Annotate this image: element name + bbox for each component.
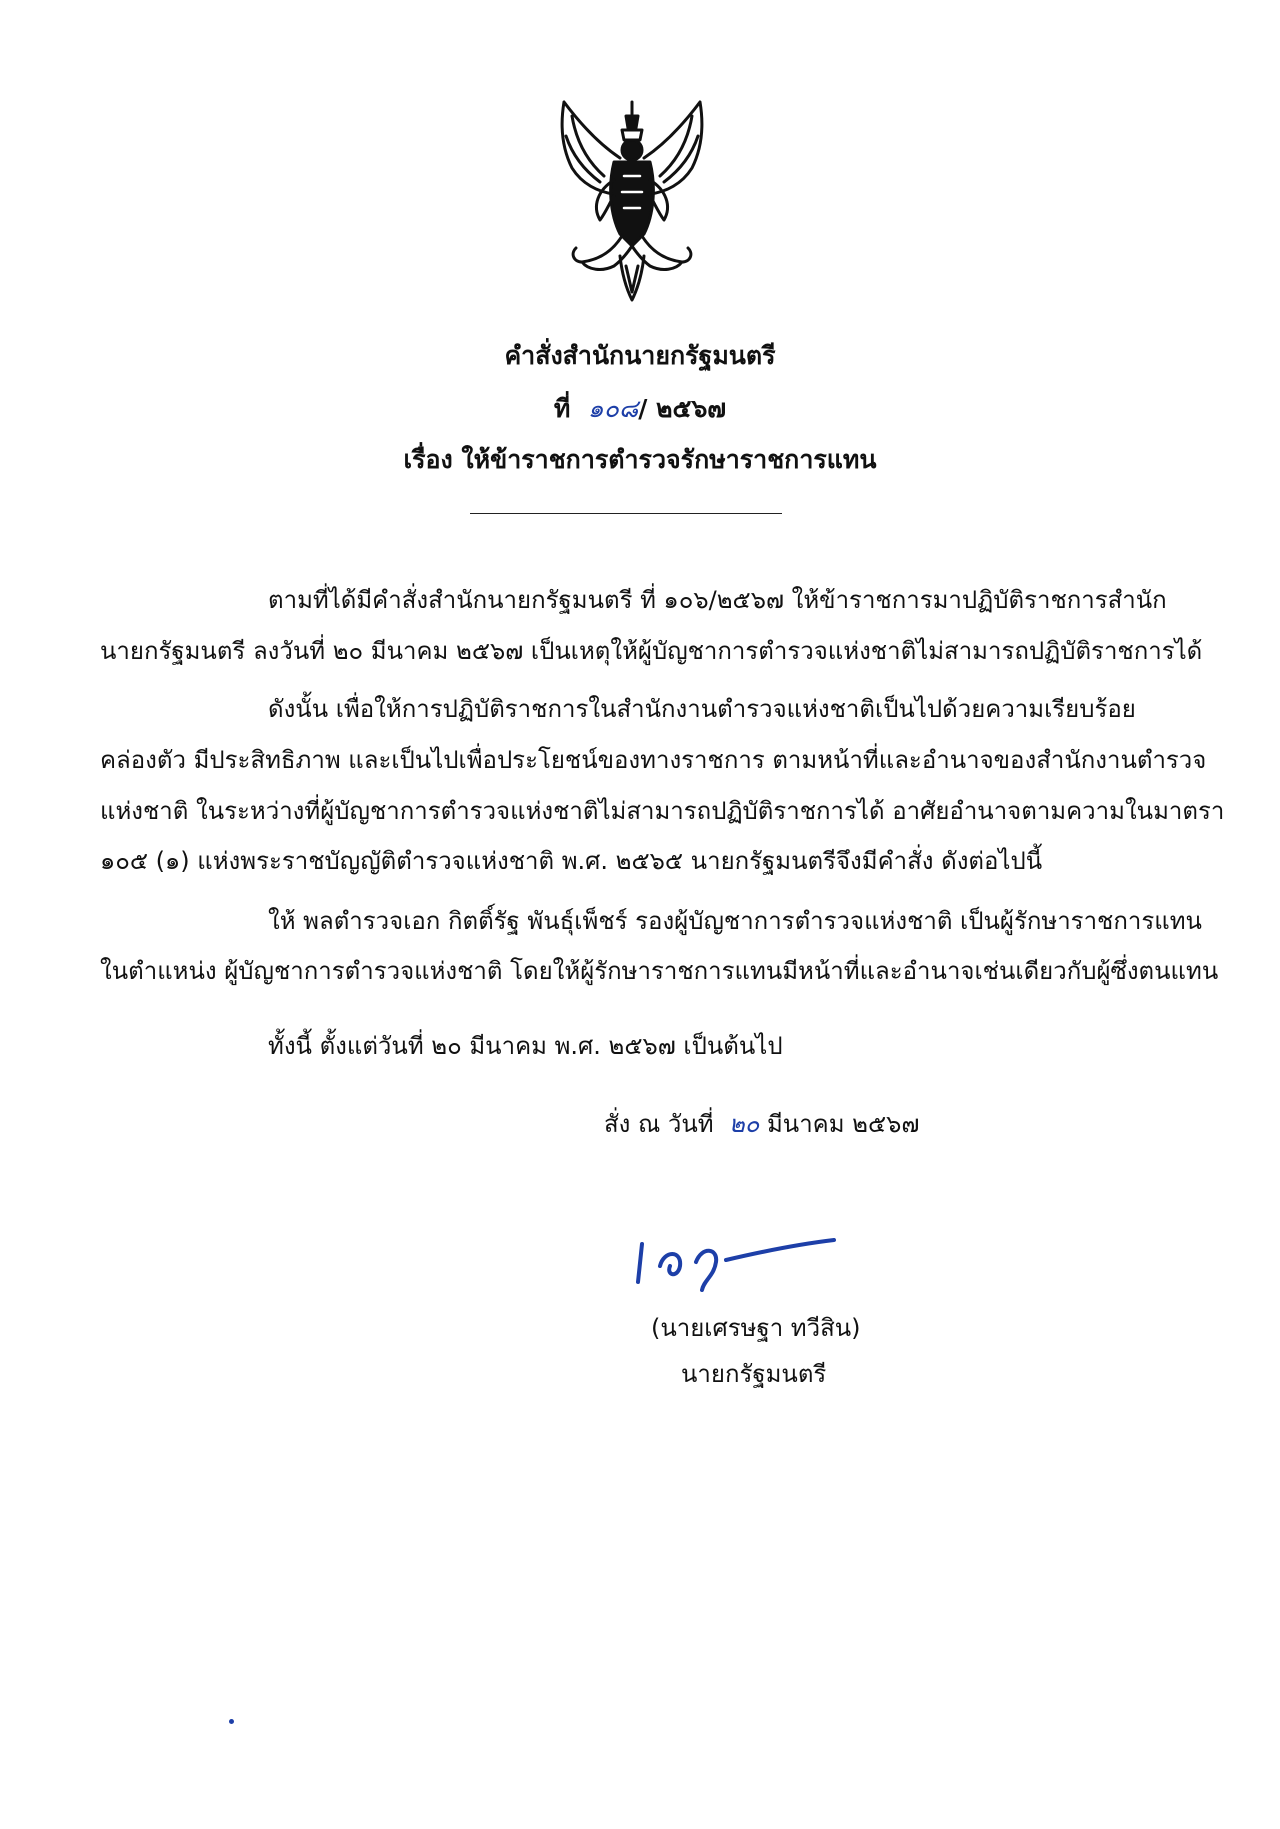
order-date-suffix: มีนาคม ๒๕๖๗ <box>766 1110 920 1138</box>
paragraph-1-line-1: ตามที่ได้มีคำสั่งสำนักนายกรัฐมนตรี ที่ ๑๐๖/๒๕๖๗ ให้ข้าราชการมาปฏิบัติราชการสำนัก <box>268 586 1167 614</box>
divider-line <box>470 513 782 514</box>
ink-dot <box>229 1719 234 1724</box>
order-date-prefix: สั่ง ณ วันที่ <box>604 1110 714 1138</box>
order-number-suffix: / ๒๕๖๗ <box>638 394 727 423</box>
order-date <box>604 1109 919 1139</box>
paragraph-2-line-3: แห่งชาติ ในระหว่างที่ผู้บัญชาการตำรวจแห่งชาติไม่สามารถปฏิบัติราชการได้ อาศัยอำนาจตามความในมาตรา <box>100 797 1225 825</box>
order-title: คำสั่งสำนักนายกรัฐมนตรี <box>504 341 776 370</box>
garuda-emblem-icon <box>542 96 722 306</box>
order-number <box>0 389 1280 429</box>
signatory-position: นายกรัฐมนตรี <box>681 1360 827 1388</box>
signatory-name: (นายเศรษฐา ทวีสิน) <box>651 1314 861 1342</box>
order-number-handwritten: ๑๐๘ <box>587 394 639 423</box>
order-number-prefix: ที่ <box>553 394 571 423</box>
paragraph-2-line-2: คล่องตัว มีประสิทธิภาพ และเป็นไปเพื่อประโยชน์ของทางราชการ ตามหน้าที่และอำนาจของสำนักงานตำรวจ <box>100 746 1207 774</box>
paragraph-2-line-1: ดังนั้น เพื่อให้การปฏิบัติราชการในสำนักงานตำรวจแห่งชาติเป็นไปด้วยความเรียบร้อย <box>268 695 1136 723</box>
paragraph-4-line-1: ทั้งนี้ ตั้งแต่วันที่ ๒๐ มีนาคม พ.ศ. ๒๕๖๗ เป็นต้นไป <box>268 1032 783 1060</box>
paragraph-3-line-2: ในตำแหน่ง ผู้บัญชาการตำรวจแห่งชาติ โดยให้ผู้รักษาราชการแทนมีหน้าที่และอำนาจเช่นเดียวกับผู้ซึ่งตนแทน <box>100 957 1219 985</box>
paragraph-2-line-4: ๑๐๕ (๑) แห่งพระราชบัญญัติตำรวจแห่งชาติ พ.ศ. ๒๕๖๕ นายกรัฐมนตรีจึงมีคำสั่ง ดังต่อไปนี้ <box>100 847 1043 875</box>
order-subject: เรื่อง ให้ข้าราชการตำรวจรักษาราชการแทน <box>403 445 877 474</box>
paragraph-3-line-1: ให้ พลตำรวจเอก กิตติ์รัฐ พันธุ์เพ็ชร์ รองผู้บัญชาการตำรวจแห่งชาติ เป็นผู้รักษาราชการแทน <box>268 907 1202 935</box>
order-date-day-handwritten: ๒๐ <box>728 1110 760 1138</box>
paragraph-1-line-2: นายกรัฐมนตรี ลงวันที่ ๒๐ มีนาคม ๒๕๖๗ เป็นเหตุให้ผู้บัญชาการตำรวจแห่งชาติไม่สามารถปฏิบัติราชการได้ <box>100 637 1203 665</box>
handwritten-signature-icon <box>630 1222 840 1292</box>
